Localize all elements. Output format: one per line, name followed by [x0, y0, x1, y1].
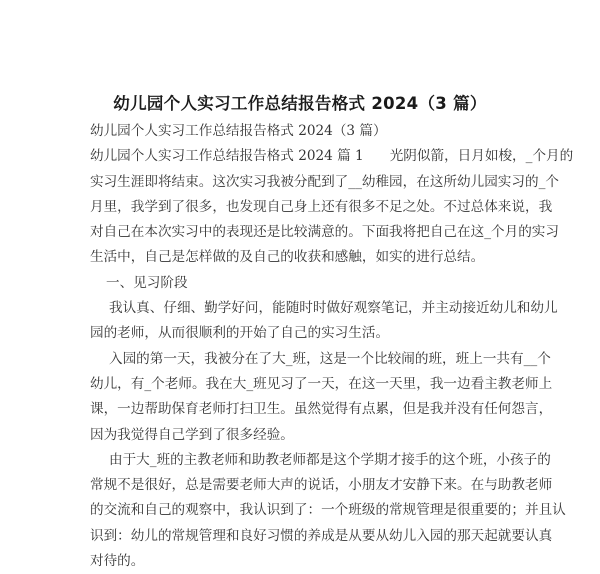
document-title: 幼儿园个人实习工作总结报告格式 2024（3 篇）	[113, 94, 487, 113]
text-line: 的交流和自己的观察中，我认识到了：一个班级的常规管理是很重要的；并且认	[90, 502, 566, 519]
text-line: 课，一边帮助保育老师打扫卫生。虽然觉得有点累，但是我并没有任何怨言，	[90, 401, 553, 418]
text-line: 入园的第一天，我被分在了大_班，这是一个比较闹的班，班上一共有__个	[109, 350, 551, 367]
text-line: 因为我觉得自己学到了很多经验。	[90, 426, 294, 443]
text-line: 对自己在本次实习中的表现还是比较满意的。下面我将把自己在这_个月的实习	[90, 224, 559, 241]
section-heading: 一、见习阶段	[106, 274, 188, 291]
text-line: 生活中，自己是怎样做的及自己的收获和感触，如实的进行总结。	[90, 249, 485, 266]
text-line: 实习生涯即将结束。这次实习我被分配到了__幼稚园，在这所幼儿园实习的_个	[90, 173, 559, 190]
text-line	[90, 144, 574, 169]
text-fragment: 光阴似箭，日月如梭，_个月的	[389, 148, 574, 165]
section-label: 幼儿园个人实习工作总结报告格式 2024 篇 1	[90, 148, 364, 165]
subtitle-line: 幼儿园个人实习工作总结报告格式 2024（3 篇）	[90, 123, 387, 139]
text-line: 月里，我学到了很多，也发现自己身上还有很多不足之处。不过总体来说，我	[90, 198, 553, 215]
text-line: 由于大_班的主教老师和助教老师都是这个学期才接手的这个班，小孩子的	[109, 451, 551, 468]
text-line: 园的老师，从而很顺利的开始了自己的实习生活。	[90, 325, 390, 342]
text-line: 识到：幼儿的常规管理和良好习惯的养成是从要从幼儿入园的那天起就要认真	[90, 527, 553, 544]
text-line: 幼儿，有_个老师。我在大_班见习了一天，在这一天里，我一边看主教老师上	[90, 375, 553, 392]
text-line: 我认真、仔细、勤学好问，能随时时做好观察笔记，并主动接近幼儿和幼儿	[109, 300, 558, 317]
text-line: 常规不是很好，总是需要老师大声的说话，小朋友才安静下来。在与助教老师	[90, 477, 553, 494]
document-body	[90, 119, 574, 574]
text-line: 对待的。	[90, 553, 145, 570]
